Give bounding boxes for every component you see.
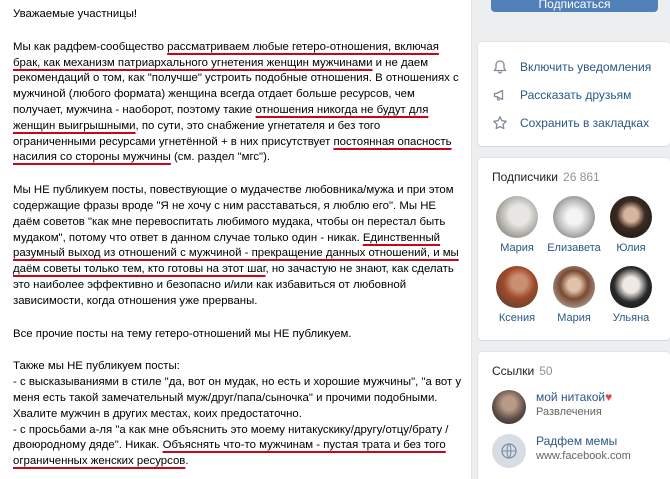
text-span: - с просьбами а-ля "а как мне объяснить это моему нитакускику/другу/отцу/брату /двоюродному дяде". Никак. bbox=[13, 423, 449, 452]
avatar bbox=[610, 196, 652, 238]
text-span: (см. раздел "мгс"). bbox=[170, 151, 271, 164]
action-label: Сохранить в закладках bbox=[520, 116, 650, 130]
underlined-text: Единственный разумный выход из отношений с мужчиной - прекращение данных отношений, и мы даём советы только тем, кто готовы на этот шаг bbox=[13, 231, 459, 276]
link-title: Радфем мемы bbox=[536, 434, 618, 448]
post-paragraph-1 bbox=[13, 40, 463, 166]
links-count: 50 bbox=[539, 364, 553, 378]
follower-item[interactable] bbox=[546, 196, 602, 254]
megaphone-icon bbox=[492, 87, 508, 103]
globe-glyph bbox=[500, 442, 518, 460]
post-paragraph-3: Все прочие посты на тему гетеро-отношений мы НЕ публикуем. bbox=[13, 327, 352, 340]
text-span: Мы как радфем-сообщество bbox=[13, 40, 168, 53]
action-label: Рассказать друзьям bbox=[520, 88, 632, 102]
links-header[interactable] bbox=[492, 364, 553, 378]
tell-friends-action[interactable] bbox=[492, 84, 631, 106]
links-card bbox=[478, 352, 670, 479]
link-item[interactable] bbox=[492, 434, 631, 468]
avatar bbox=[553, 266, 595, 308]
post-paragraph-2 bbox=[13, 183, 463, 309]
text-span: - с высказываниями в стиле "да, вот он мудак, но есть и хорошие мужчины", "а вот у меня есть такой замечательный муж/друг/папа/сыночка" и прочими подобными. Хвалите мужчин в других местах, коих предостаточно. bbox=[13, 376, 462, 420]
avatar bbox=[496, 196, 538, 238]
follower-name: Мария bbox=[557, 312, 591, 324]
followers-card bbox=[478, 158, 670, 340]
text-span: , но зачастую не знают, как сделать это наиболее эффективно и безопасно и/или как избавиться от любовной зависимости, когда отношения уже прерваны. bbox=[13, 263, 454, 307]
avatar bbox=[492, 390, 526, 424]
avatar bbox=[553, 196, 595, 238]
follower-name: Елизавета bbox=[547, 242, 601, 254]
follower-item[interactable] bbox=[603, 196, 659, 254]
follower-item[interactable] bbox=[489, 266, 545, 324]
underlined-text: Объяснять что-то мужчинам - пустая трата и без того ограниченных женских ресурсов bbox=[13, 439, 446, 468]
link-title-text: мой нитакой bbox=[536, 390, 606, 404]
globe-icon bbox=[492, 434, 526, 468]
follower-name: Ксения bbox=[498, 312, 536, 324]
links-title: Ссылки bbox=[492, 364, 535, 378]
follower-name: Юлия bbox=[616, 242, 646, 254]
text-span: . bbox=[185, 455, 189, 468]
follower-item[interactable] bbox=[603, 266, 659, 324]
post-paragraph-4 bbox=[13, 359, 463, 470]
text-span: , по сути, это снабжение угнетателя и без того ограниченными ресурсами угнетённой + в них присутствует bbox=[13, 119, 381, 148]
actions-card bbox=[478, 42, 670, 146]
followers-header[interactable] bbox=[492, 170, 600, 184]
link-text bbox=[536, 390, 612, 420]
subscribe-button[interactable]: Подписаться bbox=[491, 0, 658, 12]
text-span: и не даем рекомендаций о том, как "получше" устроить подобные отношения. В отношениях с мужчиной (любого формата) женщина всегда отдает больше ресурсов, чем получает, мужчина - наоборот, поэтому такие bbox=[13, 56, 459, 116]
follower-item[interactable] bbox=[489, 196, 545, 254]
follower-name: Мария bbox=[500, 242, 534, 254]
text-span: Также мы НЕ публикуем посты: bbox=[13, 360, 180, 373]
followers-count: 26 861 bbox=[563, 170, 600, 184]
avatar bbox=[496, 266, 538, 308]
underlined-text: постоянная опасность насилия со стороны мужчины bbox=[13, 135, 452, 164]
action-label: Включить уведомления bbox=[520, 60, 652, 74]
subscribe-card bbox=[478, 0, 670, 18]
link-title bbox=[536, 390, 612, 405]
right-sidebar bbox=[478, 0, 670, 479]
follower-item[interactable] bbox=[546, 266, 602, 324]
link-text bbox=[536, 434, 631, 464]
link-item[interactable] bbox=[492, 390, 612, 424]
underlined-text: рассматриваем любые гетеро-отношения, включая брак, как механизм патриархального угнетения женщин мужчинами bbox=[13, 40, 439, 69]
underlined-text: отношения никогда не будут для женщин выигрышными bbox=[13, 103, 429, 132]
follower-name: Ульяна bbox=[612, 312, 650, 324]
post-greeting: Уважаемые участницы! bbox=[13, 8, 138, 20]
link-subtitle: www.facebook.com bbox=[536, 450, 631, 462]
avatar bbox=[610, 266, 652, 308]
heart-icon: ♥ bbox=[605, 390, 613, 404]
followers-title: Подписчики bbox=[492, 170, 559, 184]
enable-notifications-action[interactable] bbox=[492, 56, 651, 78]
save-bookmarks-action[interactable] bbox=[492, 112, 649, 134]
star-icon bbox=[492, 115, 508, 131]
link-subtitle: Развлечения bbox=[536, 406, 602, 418]
text-span: Мы НЕ публикуем посты, повествующие о мудачестве любовника/мужа и при этом содержащие фразы вроде "Я не хочу с ним расставаться, я люблю его". Мы НЕ даём советов "как мне перевоспитать любимого мудака, чтобы он перестал быть мудаком", потому что ответ в данном случае только один - никак. bbox=[13, 184, 454, 244]
bell-icon bbox=[492, 59, 508, 75]
